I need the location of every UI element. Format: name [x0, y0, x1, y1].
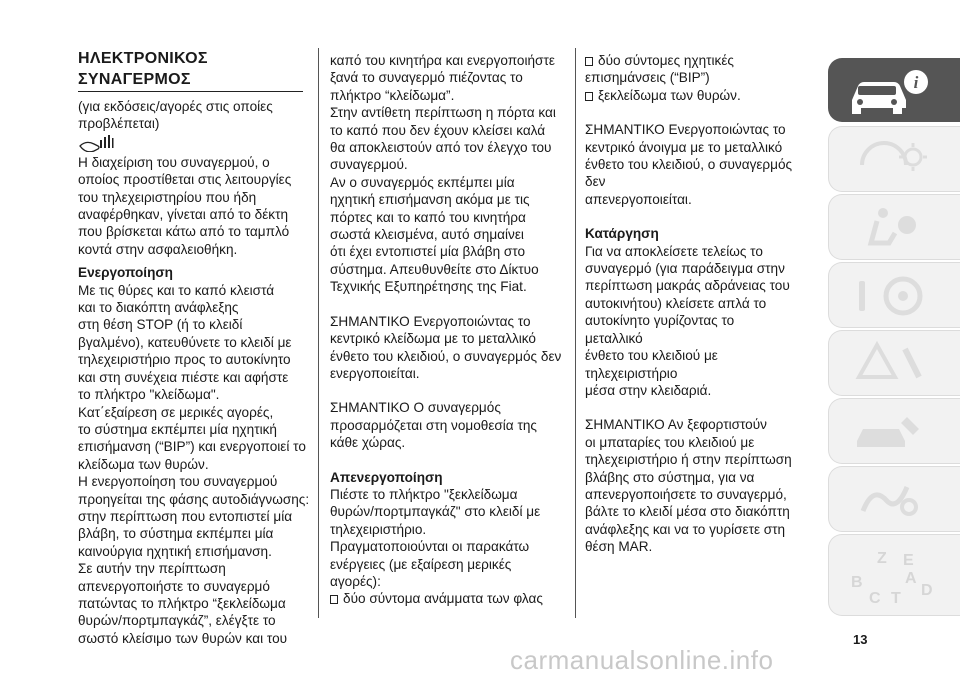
text-line: το καπό που δεν έχουν κλείσει καλά — [330, 122, 546, 138]
column-2 — [330, 52, 570, 608]
paragraph — [330, 313, 570, 383]
bullet-text: δύο σύντομα ανάμματα των φλας — [343, 591, 543, 607]
alphabet-index-icon — [847, 543, 947, 607]
text-line: απενεργοποιήστε το συναγερμό — [78, 578, 270, 594]
bullet-text: ξεκλείδωμα των θυρών. — [598, 87, 741, 103]
text-line: αγορές): — [330, 573, 381, 589]
tab-steering-wheel[interactable] — [828, 262, 960, 328]
spacer — [330, 382, 570, 399]
text-line: ενεργοποιείται. — [330, 365, 420, 381]
text-line: τηλεχειριστήριο. — [330, 521, 427, 537]
paragraph — [330, 399, 570, 451]
text-line: βάλτε το κλειδί μέσα στο διακόπτη — [585, 504, 790, 520]
paragraph — [585, 243, 795, 400]
bullet-box-icon — [330, 595, 338, 604]
tab-maintenance-car[interactable] — [828, 398, 960, 464]
text-line: οι μπαταρίες του κλειδιού με — [585, 434, 755, 450]
index-letter: T — [891, 590, 901, 607]
text-line: τηλεχειριστήριο προς το αυτοκίνητο — [78, 352, 291, 368]
bullet-item — [585, 52, 795, 69]
text-line: προηγείται της φάσης αυτοδιάγνωσης: — [78, 491, 310, 507]
text-line: προβλέπεται) — [78, 116, 160, 132]
paragraph — [330, 486, 570, 538]
index-letter: Z — [877, 550, 887, 567]
index-letter: B — [851, 574, 863, 591]
text-line: στη θέση STOP (ή το κλειδί — [78, 317, 243, 333]
text-line: Η διαχείριση του συναγερμού, ο — [78, 154, 270, 170]
spacer — [585, 208, 795, 225]
bullet-box-icon — [585, 57, 593, 66]
text-line: του τηλεχειριστηρίου που ήδη — [78, 189, 257, 205]
bullet-box-icon — [585, 92, 593, 101]
text-line: Η ενεργοποίηση του συναγερμού — [78, 474, 278, 490]
text-line: ενέργειες (με εξαίρεση μερικές — [330, 556, 512, 572]
text-line: Αν ο συναγερμός εκπέμπει μία — [330, 174, 515, 190]
text-line: θυρών/πορτμπαγκάζ”, ελέγξτε το — [78, 613, 276, 629]
text-line: αναφέρθηκαν, γίνεται από το δέκτη — [78, 207, 289, 223]
text-line: Πιέστε το πλήκτρο "ξεκλείδωμα — [330, 486, 518, 502]
paragraph — [585, 121, 795, 208]
text-line: πατώντας το πλήκτρο “ξεκλείδωμα — [78, 595, 286, 611]
bullet-item — [330, 590, 570, 607]
text-line: βγαλμένο), κατευθύνετε το κλειδί με — [78, 334, 292, 350]
technical-data-icon — [847, 475, 937, 525]
airbag-seat-icon — [847, 203, 937, 253]
paragraph — [330, 174, 570, 296]
text-line: Πραγματοποιούνται οι παρακάτω — [330, 539, 530, 555]
dashboard-lights-icon — [847, 135, 937, 185]
paragraph — [78, 560, 310, 647]
text-line: επισήμανση (“BIP”) και ενεργοποιεί το — [78, 439, 306, 455]
bullet-text: δύο σύντομες ηχητικές — [598, 53, 734, 68]
text-line: Με τις θύρες και το καπό κλειστά — [78, 282, 275, 298]
text-line: βλάβης στο σύστημα, για να — [585, 469, 755, 485]
text-line: περίπτωση μακράς αδράνειας του — [585, 278, 790, 294]
text-line: Κατ΄εξαίρεση σε μερικές αγορές, — [78, 404, 274, 420]
text-line: σύστημα. Απευθυνθείτε στο Δίκτυο — [330, 261, 539, 277]
index-letter: A — [905, 570, 917, 587]
text-line: απενεργοποιείται. — [585, 191, 692, 207]
text-line: προσαρμόζεται στη νομοθεσία της — [330, 417, 537, 433]
text-line: ότι έχει εντοπιστεί μία βλάβη στο — [330, 244, 526, 260]
index-letter: D — [921, 582, 933, 599]
paragraph — [330, 104, 570, 174]
text-line: θα αποκλειστούν από τον έλεγχο του — [330, 140, 552, 156]
tab-technical-data[interactable] — [828, 466, 960, 532]
text-line: οποίος προστίθεται στις λειτουργίες — [78, 172, 292, 188]
paragraph — [78, 404, 310, 474]
text-line: ηχητική επισήμανση ακόμα με τις — [330, 192, 530, 208]
page-number: 13 — [853, 632, 868, 647]
spacer — [585, 104, 795, 121]
text-line: βλάβη, το σύστημα εκπέμπει μία — [78, 526, 274, 542]
text-line: αυτοκινήτου) κλείσετε απλά το — [585, 295, 767, 311]
paragraph — [78, 473, 310, 560]
text-line: θέση MAR. — [585, 539, 653, 555]
text-line: ένθετο του κλειδιού, ο συναγερμός δεν — [585, 157, 793, 190]
text-line: ΣΗΜΑΝΤΙΚΟ Ο συναγερμός — [330, 400, 501, 416]
index-letter: E — [903, 552, 914, 569]
text-line: καπό του κινητήρα και ενεργοποιήστε — [330, 53, 555, 68]
text-line: σωστά κλεισμένα, αυτό σημαίνει — [330, 227, 524, 243]
text-line: θυρών/πορτμπαγκάζ" στο κλειδί με — [330, 504, 541, 520]
index-letter: C — [869, 590, 881, 607]
text-line: Σε αυτήν την περίπτωση — [78, 561, 226, 577]
maintenance-car-icon — [847, 407, 937, 457]
text-line: Τεχνικής Εξυπηρέτησης της Fiat. — [330, 279, 527, 295]
text-line: καινούργια ηχητική επισήμανση. — [78, 543, 272, 559]
column-1 — [78, 48, 310, 647]
text-line: ΣΗΜΑΝΤΙΚΟ Ενεργοποιώντας το — [585, 122, 786, 138]
watermark: carmanualsonline.info — [510, 645, 774, 675]
remote-alarm-icon — [78, 134, 310, 154]
column-3 — [585, 52, 795, 556]
text-line: σωστό κλείσιμο των θυρών και του — [78, 630, 288, 646]
text-line: τηλεχειριστήριο ή στην περίπτωση — [585, 452, 792, 468]
text-line: Για να αποκλείσετε τελείως το — [585, 243, 763, 259]
tab-car-info[interactable] — [828, 58, 960, 122]
text-line: κοντά στην ασφαλειοθήκη. — [78, 241, 238, 257]
text-line: ΣΗΜΑΝΤΙΚΟ Αν ξεφορτιστούν — [585, 417, 767, 433]
bullet-text-continued: επισημάνσεις (“BIP”) — [585, 70, 710, 86]
text-line: πλήκτρο “κλείδωμα”. — [330, 87, 455, 103]
steering-wheel-icon — [847, 271, 937, 321]
text-line: που βρίσκεται κάτω από το ταμπλό — [78, 224, 290, 240]
text-line: αυτοκίνητο γυρίζοντας το μεταλλικό — [585, 313, 735, 346]
text-line: και το διακόπτη ανάφλεξης — [78, 300, 239, 316]
text-line: ΣΗΜΑΝΤΙΚΟ Ενεργοποιώντας το — [330, 313, 531, 329]
section-title — [78, 48, 310, 90]
paragraph — [78, 154, 310, 258]
paragraph — [330, 538, 570, 590]
title-line-1: ΗΛΕΚΤΡΟΝΙΚΟΣ — [78, 50, 208, 67]
heading-activation: Ενεργοποίηση — [78, 265, 173, 281]
text-line: ένθετο του κλειδιού, ο συναγερμός δεν — [330, 348, 562, 364]
paragraph — [585, 416, 795, 555]
text-line: στην περίπτωση που εντοπιστεί μία — [78, 508, 293, 524]
text-line: το σύστημα εκπέμπει μία ηχητική — [78, 421, 277, 437]
text-line: το πλήκτρο "κλείδωμα". — [78, 387, 220, 403]
bullet-item — [585, 87, 795, 104]
paragraph — [78, 282, 310, 404]
car-info-icon — [846, 66, 936, 116]
spacer — [330, 296, 570, 313]
column-divider — [575, 48, 576, 618]
text-line: ξανά το συναγερμό πιέζοντας το — [330, 70, 523, 86]
text-line: (για εκδόσεις/αγορές στις οποίες — [78, 99, 273, 114]
text-line: κλείδωμα των θυρών. — [78, 456, 209, 472]
svg-text:i: i — [913, 73, 919, 92]
text-line: συναγερμό (για παράδειγμα στην — [585, 261, 785, 277]
text-line: ανάφλεξης και να το γυρίσετε στη — [585, 521, 786, 537]
spacer — [330, 452, 570, 469]
text-line: και στη συνέχεια πιέστε και αφήστε — [78, 369, 289, 385]
text-line: κεντρικό κλείδωμα με το μεταλλικό — [330, 331, 536, 347]
tab-dashboard-lights[interactable] — [828, 126, 960, 192]
title-line-2: ΣΥΝΑΓΕΡΜΟΣ — [78, 71, 191, 88]
text-line: ένθετο του κλειδιού με τηλεχειριστήριο — [585, 348, 718, 381]
title-divider — [78, 91, 303, 92]
text-line: πόρτες και το καπό του κινητήρα — [330, 209, 526, 225]
tab-alphabet-index[interactable] — [828, 534, 960, 616]
paragraph — [330, 52, 570, 104]
heading-cancel: Κατάργηση — [585, 226, 659, 242]
intro-text — [78, 98, 310, 133]
text-line: συναγερμού. — [330, 157, 408, 173]
text-line: κάθε χώρας. — [330, 435, 406, 451]
tab-warning-wrench[interactable] — [828, 330, 960, 396]
text-line: κεντρικό άνοιγμα με το μεταλλικό — [585, 139, 783, 155]
warning-wrench-icon — [847, 339, 937, 389]
tab-airbag-seat[interactable] — [828, 194, 960, 260]
text-line: μέσα στην κλειδαριά. — [585, 382, 712, 398]
text-line: Στην αντίθετη περίπτωση η πόρτα και — [330, 105, 556, 121]
text-line: απενεργοποιήσετε το συναγερμό, — [585, 486, 787, 502]
heading-deactivation: Απενεργοποίηση — [330, 469, 443, 485]
column-divider — [318, 48, 319, 618]
spacer — [585, 399, 795, 416]
